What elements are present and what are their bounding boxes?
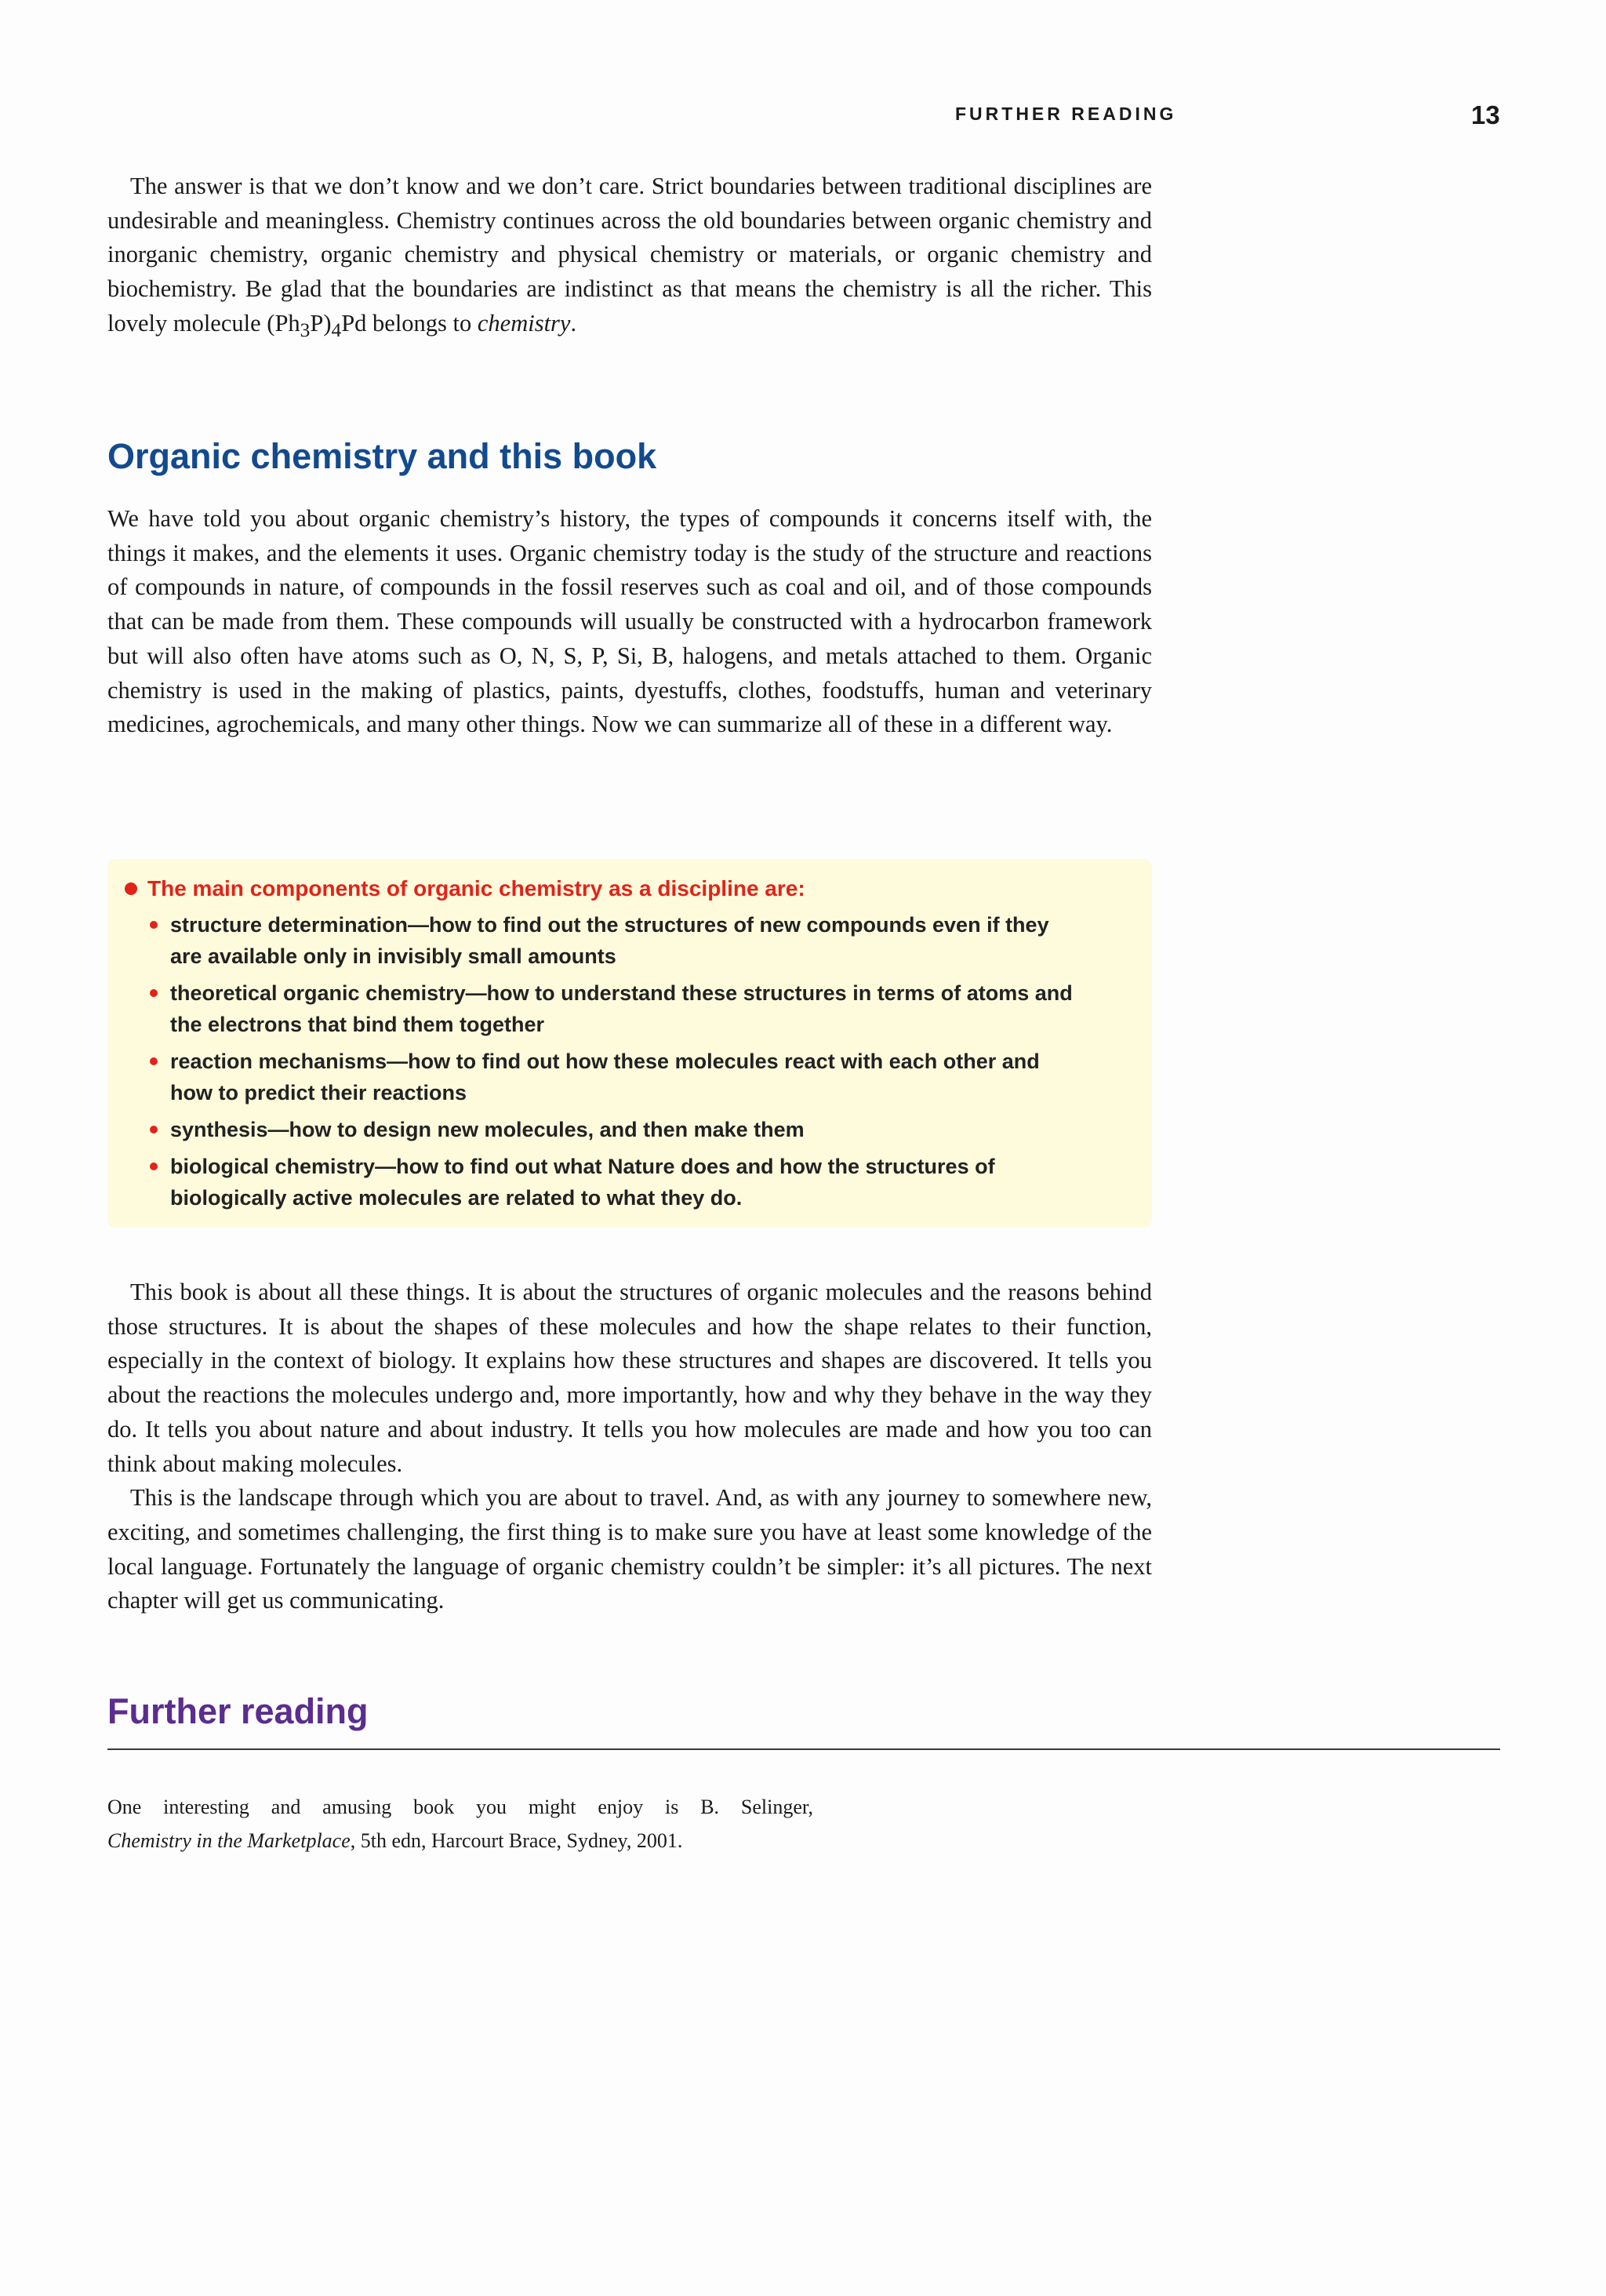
key-points-box bbox=[107, 859, 1152, 1228]
further-reading-citation bbox=[107, 1824, 813, 1858]
formula-subscript: 4 bbox=[331, 318, 342, 341]
palladium-formula bbox=[267, 309, 367, 341]
citation-rest: , 5th edn, Harcourt Brace, Sydney, 2001. bbox=[350, 1829, 683, 1852]
key-point-line: biological chemistry—how to find out what Nature does and how the structures of bbox=[170, 1155, 995, 1178]
intro-section bbox=[107, 169, 1152, 348]
key-point-line: theoretical organic chemistry—how to understand these structures in terms of atoms and bbox=[170, 981, 1073, 1005]
book-section bbox=[107, 1275, 1152, 1618]
intro-text: The answer is that we don’t know and we don’t care. Strict boundaries between traditional disciplines are undesirable and meaningless. Chemistry continues across the old boundaries between organic chemistry and inorganic chemistry, organic chemistry and physical chemistry or materials, or organic chemistry and biochemistry. Be glad that the boundaries are indistinct as that means the chemistry is all the richer. This lovely molecule bbox=[107, 173, 1152, 337]
key-point-line: biologically active molecules are related to what they do. bbox=[170, 1186, 743, 1210]
bullet-icon bbox=[150, 1126, 158, 1133]
key-point-item bbox=[170, 909, 1111, 972]
running-head: FURTHER READING bbox=[955, 104, 1177, 124]
formula-part: P) bbox=[310, 309, 332, 337]
intro-end-punct: . bbox=[570, 309, 577, 337]
section-heading-further-reading: Further reading bbox=[107, 1691, 369, 1731]
key-point-line: the electrons that bind them together bbox=[170, 1013, 545, 1036]
section-heading-organic: Organic chemistry and this book bbox=[107, 436, 657, 476]
key-point-line: are available only in invisibly small amounts bbox=[170, 944, 616, 968]
key-bullet-icon bbox=[125, 882, 137, 895]
bullet-icon bbox=[150, 989, 158, 997]
key-point-item bbox=[170, 1046, 1111, 1108]
bullet-icon bbox=[150, 1163, 158, 1170]
key-points-title-text: The main components of organic chemistry as a discipline are: bbox=[147, 876, 805, 901]
intro-paragraph bbox=[107, 169, 1152, 348]
organic-paragraph: We have told you about organic chemistry’s history, the types of compounds it concerns itself with, the things it makes, and the elements it uses. Organic chemistry today is the study of the structure and reactions of compounds in nature, of compounds in the fossil reserves such as coal and oil, and of those compounds that can be made from them. These compounds will usually be constructed with a hydrocarbon framework but will also often have atoms such as O, N, S, P, Si, B, halogens, and metals attached to them. Organic chemistry is used in the making of plastics, paints, dyestuffs, clothes, foodstuffs, human and veterinary medicines, agrochemicals, and many other things. Now we can summarize all of these in a different way. bbox=[107, 505, 1152, 738]
page-number: 13 bbox=[1471, 100, 1500, 129]
bullet-icon bbox=[150, 1057, 158, 1065]
heading-rule bbox=[107, 1748, 1500, 1750]
key-point-line: structure determination—how to find out the structures of new compounds even if they bbox=[170, 913, 1049, 937]
key-points-title bbox=[125, 873, 1136, 904]
key-point-item bbox=[170, 1114, 1111, 1145]
formula-subscript: 3 bbox=[300, 318, 311, 341]
organic-section bbox=[107, 502, 1152, 742]
formula-part: Pd bbox=[341, 309, 367, 337]
key-points-list bbox=[125, 909, 1136, 1213]
bullet-icon bbox=[150, 921, 158, 929]
intro-italic-word: chemistry bbox=[477, 309, 571, 337]
book-paragraph: This book is about all these things. It is about the structures of organic molecules and the reasons behind those structures. It is about the shapes of these molecules and how the shape relates to their function, especially in the context of biology. It explains how these structures and shapes are discovered. It tells you about the reactions the molecules undergo and, more importantly, how and why they behave in the way they do. It tells you about nature and about industry. It tells you how molecules are made and how you too can think about making molecules. bbox=[107, 1279, 1152, 1477]
key-point-item bbox=[170, 977, 1111, 1040]
book-title: Chemistry in the Marketplace bbox=[107, 1829, 351, 1852]
further-reading-text bbox=[107, 1790, 813, 1858]
formula-part: (Ph bbox=[267, 309, 300, 337]
key-point-line: reaction mechanisms—how to find out how these molecules react with each other and bbox=[170, 1050, 1040, 1073]
intro-text-cont: belongs to bbox=[366, 309, 478, 337]
key-point-line: synthesis—how to design new molecules, and then make them bbox=[170, 1118, 805, 1141]
key-point-line: how to predict their reactions bbox=[170, 1081, 467, 1104]
further-reading-line: One interesting and amusing book you might enjoy is B. Selinger, bbox=[107, 1796, 813, 1818]
key-point-item bbox=[170, 1151, 1111, 1213]
book-paragraph: This is the landscape through which you are about to travel. And, as with any journey to somewhere new, exciting, and sometimes challenging, the first thing is to make sure you have at least some knowledge of the local language. Fortunately the language of organic chemistry couldn’t be simpler: it’s all pictures. The next chapter will get us communicating. bbox=[107, 1484, 1152, 1614]
